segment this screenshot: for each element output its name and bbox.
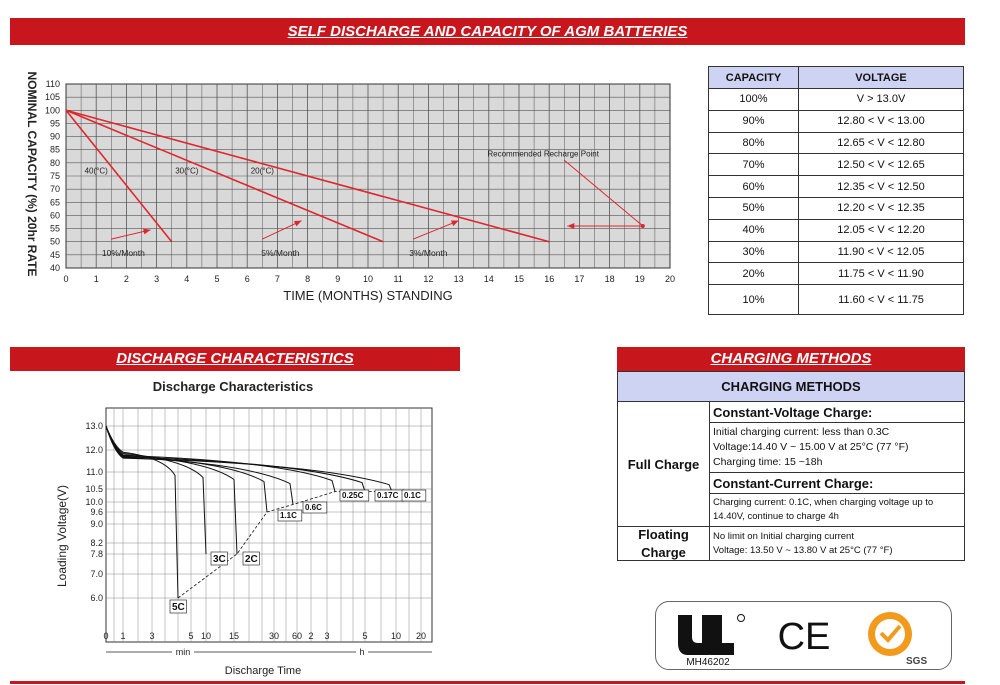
chart1-x-tick-label: 6: [244, 274, 250, 284]
section-title-self-discharge: SELF DISCHARGE AND CAPACITY OF AGM BATTERIES: [10, 18, 965, 45]
chart2-curve-label: 5C: [172, 602, 185, 613]
chart1-y-tick-label: 100: [44, 105, 60, 116]
chart1-series-label: 30(°C): [175, 166, 199, 176]
chart1-y-tick-label: 90: [49, 131, 60, 142]
voltage-header: VOLTAGE: [799, 67, 964, 89]
capacity-cell: 30%: [709, 241, 799, 263]
chart1-rate-label: 5%/Month: [261, 248, 300, 259]
chart1-x-tick-label: 11: [393, 274, 403, 284]
chart2-y-tick-label: 13.0: [85, 421, 103, 431]
charging-table-header: CHARGING METHODS: [618, 372, 965, 402]
chart1-x-tick-label: 10: [362, 274, 374, 284]
chart2-xlabel: Discharge Time: [224, 665, 302, 677]
chart1-series-label: 20(°C): [250, 166, 274, 176]
ul-logo: [678, 615, 745, 669]
chart1-x-tick-label: 15: [513, 274, 525, 284]
chart1-x-tick-label: 19: [634, 274, 645, 284]
chart1-y-tick-label: 40: [49, 263, 60, 273]
chart2-x-tick-label-min: 60: [291, 631, 303, 641]
chart2-y-tick-label: 6.0: [90, 593, 103, 603]
capacity-cell: 70%: [709, 154, 799, 176]
chart1-x-tick-label: 3: [154, 274, 160, 284]
voltage-cell: 11.60 < V < 11.75: [799, 285, 964, 315]
voltage-cell: 12.20 < V < 12.35: [799, 197, 964, 219]
chart2-y-tick-label: 9.6: [90, 507, 103, 517]
chart2-y-tick-label: 12.0: [85, 445, 103, 455]
sgs-logo: [868, 612, 927, 667]
capacity-voltage-table: [708, 66, 964, 315]
table-row: [709, 110, 964, 132]
chart1-y-tick-label: 55: [49, 223, 60, 234]
chart1-x-tick-label: 2: [123, 274, 129, 284]
chart1-y-tick-label: 95: [49, 118, 60, 129]
cc-line-2: 14.40V, continue to charge 4h: [713, 511, 839, 522]
chart2-x-tick-label-h: 2: [308, 631, 314, 641]
table-row: [709, 176, 964, 198]
table-row: [709, 197, 964, 219]
chart2-x-tick-label-min: 0: [103, 631, 109, 641]
voltage-cell: 12.65 < V < 12.80: [799, 132, 964, 154]
cc-line-1: Charging current: 0.1C, when charging voltage up to: [713, 497, 934, 508]
capacity-cell: 90%: [709, 110, 799, 132]
table-row: [709, 132, 964, 154]
chart1-x-tick-label: 9: [335, 274, 341, 284]
chart2-title: Discharge Characteristics: [152, 379, 314, 394]
section-title-charging: CHARGING METHODS: [617, 347, 965, 371]
chart1-rate-label: 10%/Month: [101, 248, 145, 259]
cv-line-1: Initial charging current: less than 0.3C: [713, 426, 890, 438]
chart1-x-tick-label: 17: [574, 274, 585, 284]
chart2-unit-min: min: [175, 647, 191, 657]
chart2-x-tick-label-min: 5: [188, 631, 194, 641]
chart1-ylabel: NOMINAL CAPACITY (%) 20hr RATE: [25, 71, 39, 277]
floating-charge-details: [710, 527, 965, 561]
cv-charge-title: Constant-Voltage Charge:: [710, 402, 965, 423]
chart1-x-tick-label: 4: [184, 274, 190, 284]
floating-label-line-1: Floating: [638, 527, 689, 542]
capacity-header: CAPACITY: [709, 67, 799, 89]
cv-line-3: Charging time: 15 ~18h: [713, 456, 823, 468]
capacity-cell: 20%: [709, 263, 799, 285]
chart2-curve-label: 2C: [245, 554, 258, 565]
chart1-xlabel: TIME (MONTHS) STANDING: [283, 288, 453, 303]
chart1-recharge-annotation: Recommended Recharge Point: [487, 149, 599, 159]
chart1-y-tick-label: 75: [49, 171, 60, 181]
chart2-plot-area: [106, 408, 432, 642]
chart1-x-tick-label: 7: [274, 274, 280, 284]
chart2-curve-label: 1.1C: [280, 511, 297, 520]
chart2-y-tick-label: 7.0: [90, 569, 103, 579]
capacity-cell: 40%: [709, 219, 799, 241]
cv-charge-details: [710, 423, 965, 473]
chart1-y-tick-label: 60: [49, 210, 60, 221]
floating-line-2: Voltage: 13.50 V ~ 13.80 V at 25°C (77 °F): [713, 544, 893, 556]
table-row: [709, 241, 964, 263]
chart2-ylabel: Loading Voltage(V): [55, 484, 69, 588]
floating-charge-label: [618, 527, 710, 561]
chart1-y-tick-label: 45: [49, 249, 60, 260]
cv-line-2: Voltage:14.40 V ~ 15.00 V at 25°C (77 °F): [713, 441, 909, 453]
chart2-y-tick-label: 10.5: [85, 484, 103, 494]
chart2-x-tick-label-h: 5: [362, 631, 368, 641]
table-row: [709, 219, 964, 241]
chart2-curve-label: 0.17C: [377, 491, 399, 500]
table-row: [709, 285, 964, 315]
chart2-x-tick-label-h: 10: [390, 631, 402, 641]
chart2-x-tick-label-min: 30: [268, 631, 280, 641]
cc-charge-title: Constant-Current Charge:: [710, 473, 965, 494]
chart1-x-tick-label: 0: [63, 274, 69, 284]
chart2-x-tick-label-min: 3: [149, 631, 155, 641]
table-row: [709, 89, 964, 111]
chart2-curve-label: 0.25C: [342, 491, 364, 500]
chart1-x-tick-label: 16: [544, 274, 555, 284]
floating-line-1: No limit on Initial charging current: [713, 530, 854, 542]
full-charge-label: Full Charge: [618, 402, 710, 527]
chart2-curve-label: 3C: [213, 554, 226, 565]
chart1-y-tick-label: 80: [49, 157, 60, 168]
chart2-y-tick-label: 10.0: [85, 497, 103, 507]
capacity-cell: 100%: [709, 89, 799, 111]
chart1-x-tick-label: 12: [423, 274, 434, 284]
table-row: [709, 154, 964, 176]
chart1-x-tick-label: 20: [664, 274, 676, 284]
chart1-recharge-point: [641, 224, 645, 228]
voltage-cell: 11.90 < V < 12.05: [799, 241, 964, 263]
capacity-cell: 50%: [709, 197, 799, 219]
section-title-discharge: DISCHARGE CHARACTERISTICS: [10, 347, 460, 371]
floating-label-line-2: Charge: [641, 545, 686, 560]
chart2-x-tick-label-min: 15: [228, 631, 240, 641]
chart1-x-tick-label: 14: [483, 274, 494, 284]
capacity-cell: 10%: [709, 285, 799, 315]
chart2-y-tick-label: 7.8: [90, 549, 103, 559]
chart1-x-tick-label: 13: [453, 274, 464, 284]
chart2-curve-label: 0.6C: [305, 503, 322, 512]
chart2-x-tick-label-h: 3: [324, 631, 330, 641]
capacity-cell: 80%: [709, 132, 799, 154]
chart2-x-tick-label-min: 10: [200, 631, 212, 641]
charging-methods-table: [617, 371, 965, 561]
chart2-curve-label: 0.1C: [404, 491, 421, 500]
chart2-unit-h: h: [359, 647, 365, 657]
chart2-y-tick-label: 8.2: [90, 538, 103, 548]
chart1-y-tick-label: 50: [49, 236, 60, 247]
certification-logos: [655, 601, 952, 670]
ce-mark: CE: [777, 616, 831, 658]
chart2-y-tick-label: 9.0: [90, 519, 103, 529]
voltage-cell: 12.35 < V < 12.50: [799, 176, 964, 198]
chart1-series-label: 40(°C): [84, 166, 108, 176]
voltage-cell: 12.50 < V < 12.65: [799, 154, 964, 176]
chart1-y-tick-label: 85: [49, 144, 60, 155]
bottom-rule: [10, 681, 965, 684]
discharge-characteristics-chart: [40, 372, 460, 677]
chart1-x-tick-label: 18: [604, 274, 615, 284]
chart1-x-tick-label: 8: [305, 274, 311, 284]
chart1-x-tick-label: 1: [93, 274, 99, 284]
chart2-x-tick-label-min: 1: [120, 631, 126, 641]
chart2-x-tick-label-h: 20: [415, 631, 427, 641]
chart2-y-tick-label: 11.0: [86, 467, 103, 477]
chart1-x-tick-label: 5: [214, 274, 220, 284]
voltage-cell: 11.75 < V < 11.90: [799, 263, 964, 285]
self-discharge-chart: [0, 60, 700, 310]
ul-code: MH46202: [686, 657, 730, 668]
cc-charge-details: [710, 494, 965, 527]
chart1-y-tick-label: 70: [49, 184, 60, 195]
chart1-y-tick-label: 65: [49, 197, 60, 208]
chart1-y-tick-label: 105: [44, 92, 60, 103]
table-row: [709, 263, 964, 285]
capacity-cell: 60%: [709, 176, 799, 198]
voltage-cell: V > 13.0V: [799, 89, 964, 111]
voltage-cell: 12.05 < V < 12.20: [799, 219, 964, 241]
voltage-cell: 12.80 < V < 13.00: [799, 110, 964, 132]
sgs-text: SGS: [906, 656, 928, 667]
chart1-rate-label: 3%/Month: [409, 248, 448, 259]
chart1-y-tick-label: 110: [45, 79, 60, 89]
